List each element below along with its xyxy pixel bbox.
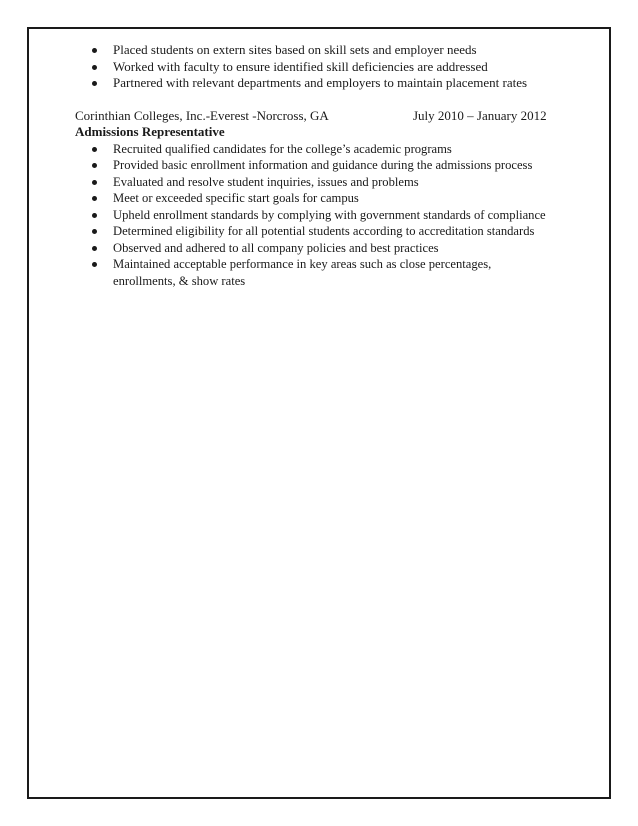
list-item [75, 207, 555, 224]
bullet-icon [92, 147, 97, 152]
resume-content [75, 42, 555, 289]
list-item [75, 174, 555, 191]
bullet-text: Evaluated and resolve student inquiries, issues and problems [113, 174, 419, 189]
bullet-icon [92, 81, 97, 86]
bullet-icon [92, 213, 97, 218]
employer-row [75, 108, 555, 125]
bullet-icon [92, 163, 97, 168]
bullet-icon [92, 229, 97, 234]
bullet-text: Determined eligibility for all potential students according to accreditation standards [113, 224, 535, 238]
list-item [75, 141, 555, 158]
bullet-icon [92, 48, 97, 53]
bullet-text: Meet or exceeded specific start goals for campus [113, 191, 359, 205]
list-item [75, 190, 555, 207]
bullet-text: Placed students on extern sites based on skill sets and employer needs [113, 42, 477, 57]
bullet-text: Partnered with relevant departments and employers to maintain placement rates [113, 75, 528, 90]
bullet-text: Worked with faculty to ensure identified skill deficiencies are addressed [113, 58, 488, 74]
previous-job-bullets [75, 42, 555, 92]
bullet-text: Provided basic enrollment information and guidance during the admissions process [113, 158, 533, 172]
job-bullets [75, 141, 555, 290]
bullet-text: Recruited qualified candidates for the college’s academic programs [113, 141, 452, 156]
bullet-icon [92, 196, 97, 201]
list-item [75, 240, 555, 257]
list-item [75, 223, 555, 240]
bullet-icon [92, 246, 97, 251]
bullet-icon [92, 262, 97, 267]
employment-dates: July 2010 – January 2012 [413, 107, 547, 123]
list-item [75, 256, 555, 289]
bullet-text: Observed and adhered to all company policies and best practices [113, 240, 439, 255]
list-item [75, 157, 555, 174]
bullet-text: Maintained acceptable performance in key areas such as close percentages, enrollments, & show rates [113, 257, 492, 288]
bullet-text: Upheld enrollment standards by complying with government standards of compliance [113, 207, 546, 222]
bullet-icon [92, 65, 97, 70]
bullet-icon [92, 180, 97, 185]
employer-name: Corinthian Colleges, Inc.-Everest -Norcross, GA [75, 107, 329, 123]
job-title: Admissions Representative [75, 124, 225, 139]
list-item [75, 59, 555, 76]
list-item [75, 42, 555, 59]
list-item [75, 75, 555, 92]
